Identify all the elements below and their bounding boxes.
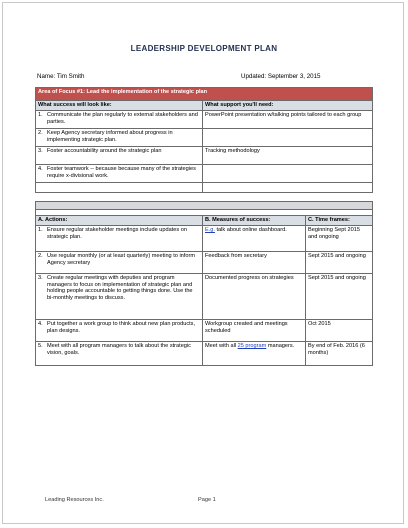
success-text: Communicate the plan regularly to external stakeholders and parties. [47, 111, 198, 125]
measure-cell [203, 341, 306, 365]
action-text: Use regular monthly (or at least quarterly) meeting to inform Agency secretary [47, 252, 195, 266]
table-row [36, 182, 373, 192]
table-row [36, 225, 373, 251]
separator-row [36, 202, 373, 210]
row-number: 3. [38, 147, 43, 154]
measure-prefix: Meet with all [205, 342, 238, 349]
table-row [36, 146, 373, 164]
row-number: 1. [38, 111, 43, 118]
success-text: Foster teamwork -- because because many of the strategies require x-divisional work. [47, 165, 196, 179]
success-column-header: What success will look like: [36, 101, 203, 111]
row-number: 3. [38, 274, 43, 281]
row-number: 4. [38, 320, 43, 327]
updated-line: Updated: September 3, 2015 [241, 73, 321, 80]
measure-text: Feedback from secretary [203, 251, 306, 273]
measure-cell [203, 225, 306, 251]
measure-text: talk about online dashboard. [214, 226, 287, 233]
action-text: Create regular meetings with deputies and program managers to focus on implementation of strategic plan and holding people accountable to getting things done. Use the bi-monthly meetings to discuss. [47, 274, 193, 302]
table-row [36, 128, 373, 146]
timeframe-text: Oct 2015 [306, 319, 373, 341]
support-text: Tracking methodology [203, 146, 373, 164]
table-row [36, 251, 373, 273]
document-title: LEADERSHIP DEVELOPMENT PLAN [130, 44, 278, 53]
support-text [203, 128, 373, 146]
footer-company: Leading Resources Inc. [45, 497, 104, 503]
row-number: 1. [38, 226, 43, 233]
action-text: Put together a work group to think about new plan products, plan designs. [47, 320, 196, 334]
row-number: 4. [38, 165, 43, 172]
timeframe-text: Sept 2015 and ongoing [306, 273, 373, 319]
timeframes-column-header: C. Time frames: [306, 216, 373, 226]
row-number: 5. [38, 342, 43, 349]
footer-page-number: Page 1 [198, 497, 216, 503]
table-row [36, 164, 373, 182]
row-number: 2. [38, 252, 43, 259]
measure-text: Documented progress on strategies [203, 273, 306, 319]
timeframe-text: Sept 2015 and ongoing [306, 251, 373, 273]
timeframe-text: Beginning Sept 2015 and ongoing [306, 225, 373, 251]
support-text: PowerPoint presentation w/talking points tailored to each group [203, 110, 373, 128]
action-text: Meet with all program managers to talk about the strategic vision, goals. [47, 342, 191, 356]
table-row [36, 319, 373, 341]
name-line: Name: Tim Smith [37, 73, 85, 80]
measure-link[interactable]: E.g. [205, 226, 215, 233]
success-text: Keep Agency secretary informed about progress in implementing strategic plan. [47, 129, 173, 143]
timeframe-text: By end of Feb. 2016 (6 months) [306, 341, 373, 365]
support-column-header: What support you'll need: [203, 101, 373, 111]
table-row [36, 341, 373, 365]
measure-text: managers. [266, 342, 295, 349]
focus-area-header: Area of Focus #1: Lead the implementation of the strategic plan [36, 88, 373, 101]
actions-column-header: A. Actions: [36, 216, 203, 226]
measure-link[interactable]: 25 program [237, 342, 267, 349]
measures-column-header: B. Measures of success: [203, 216, 306, 226]
actions-table [35, 201, 373, 366]
success-text: Foster accountability around the strategic plan [47, 147, 162, 154]
table-row [36, 273, 373, 319]
action-text: Ensure regular stakeholder meetings include updates on strategic plan. [47, 226, 187, 240]
support-text [203, 164, 373, 182]
measure-text: Workgroup created and meetings scheduled [203, 319, 306, 341]
focus-table [35, 87, 373, 193]
table-row [36, 110, 373, 128]
row-number: 2. [38, 129, 43, 136]
